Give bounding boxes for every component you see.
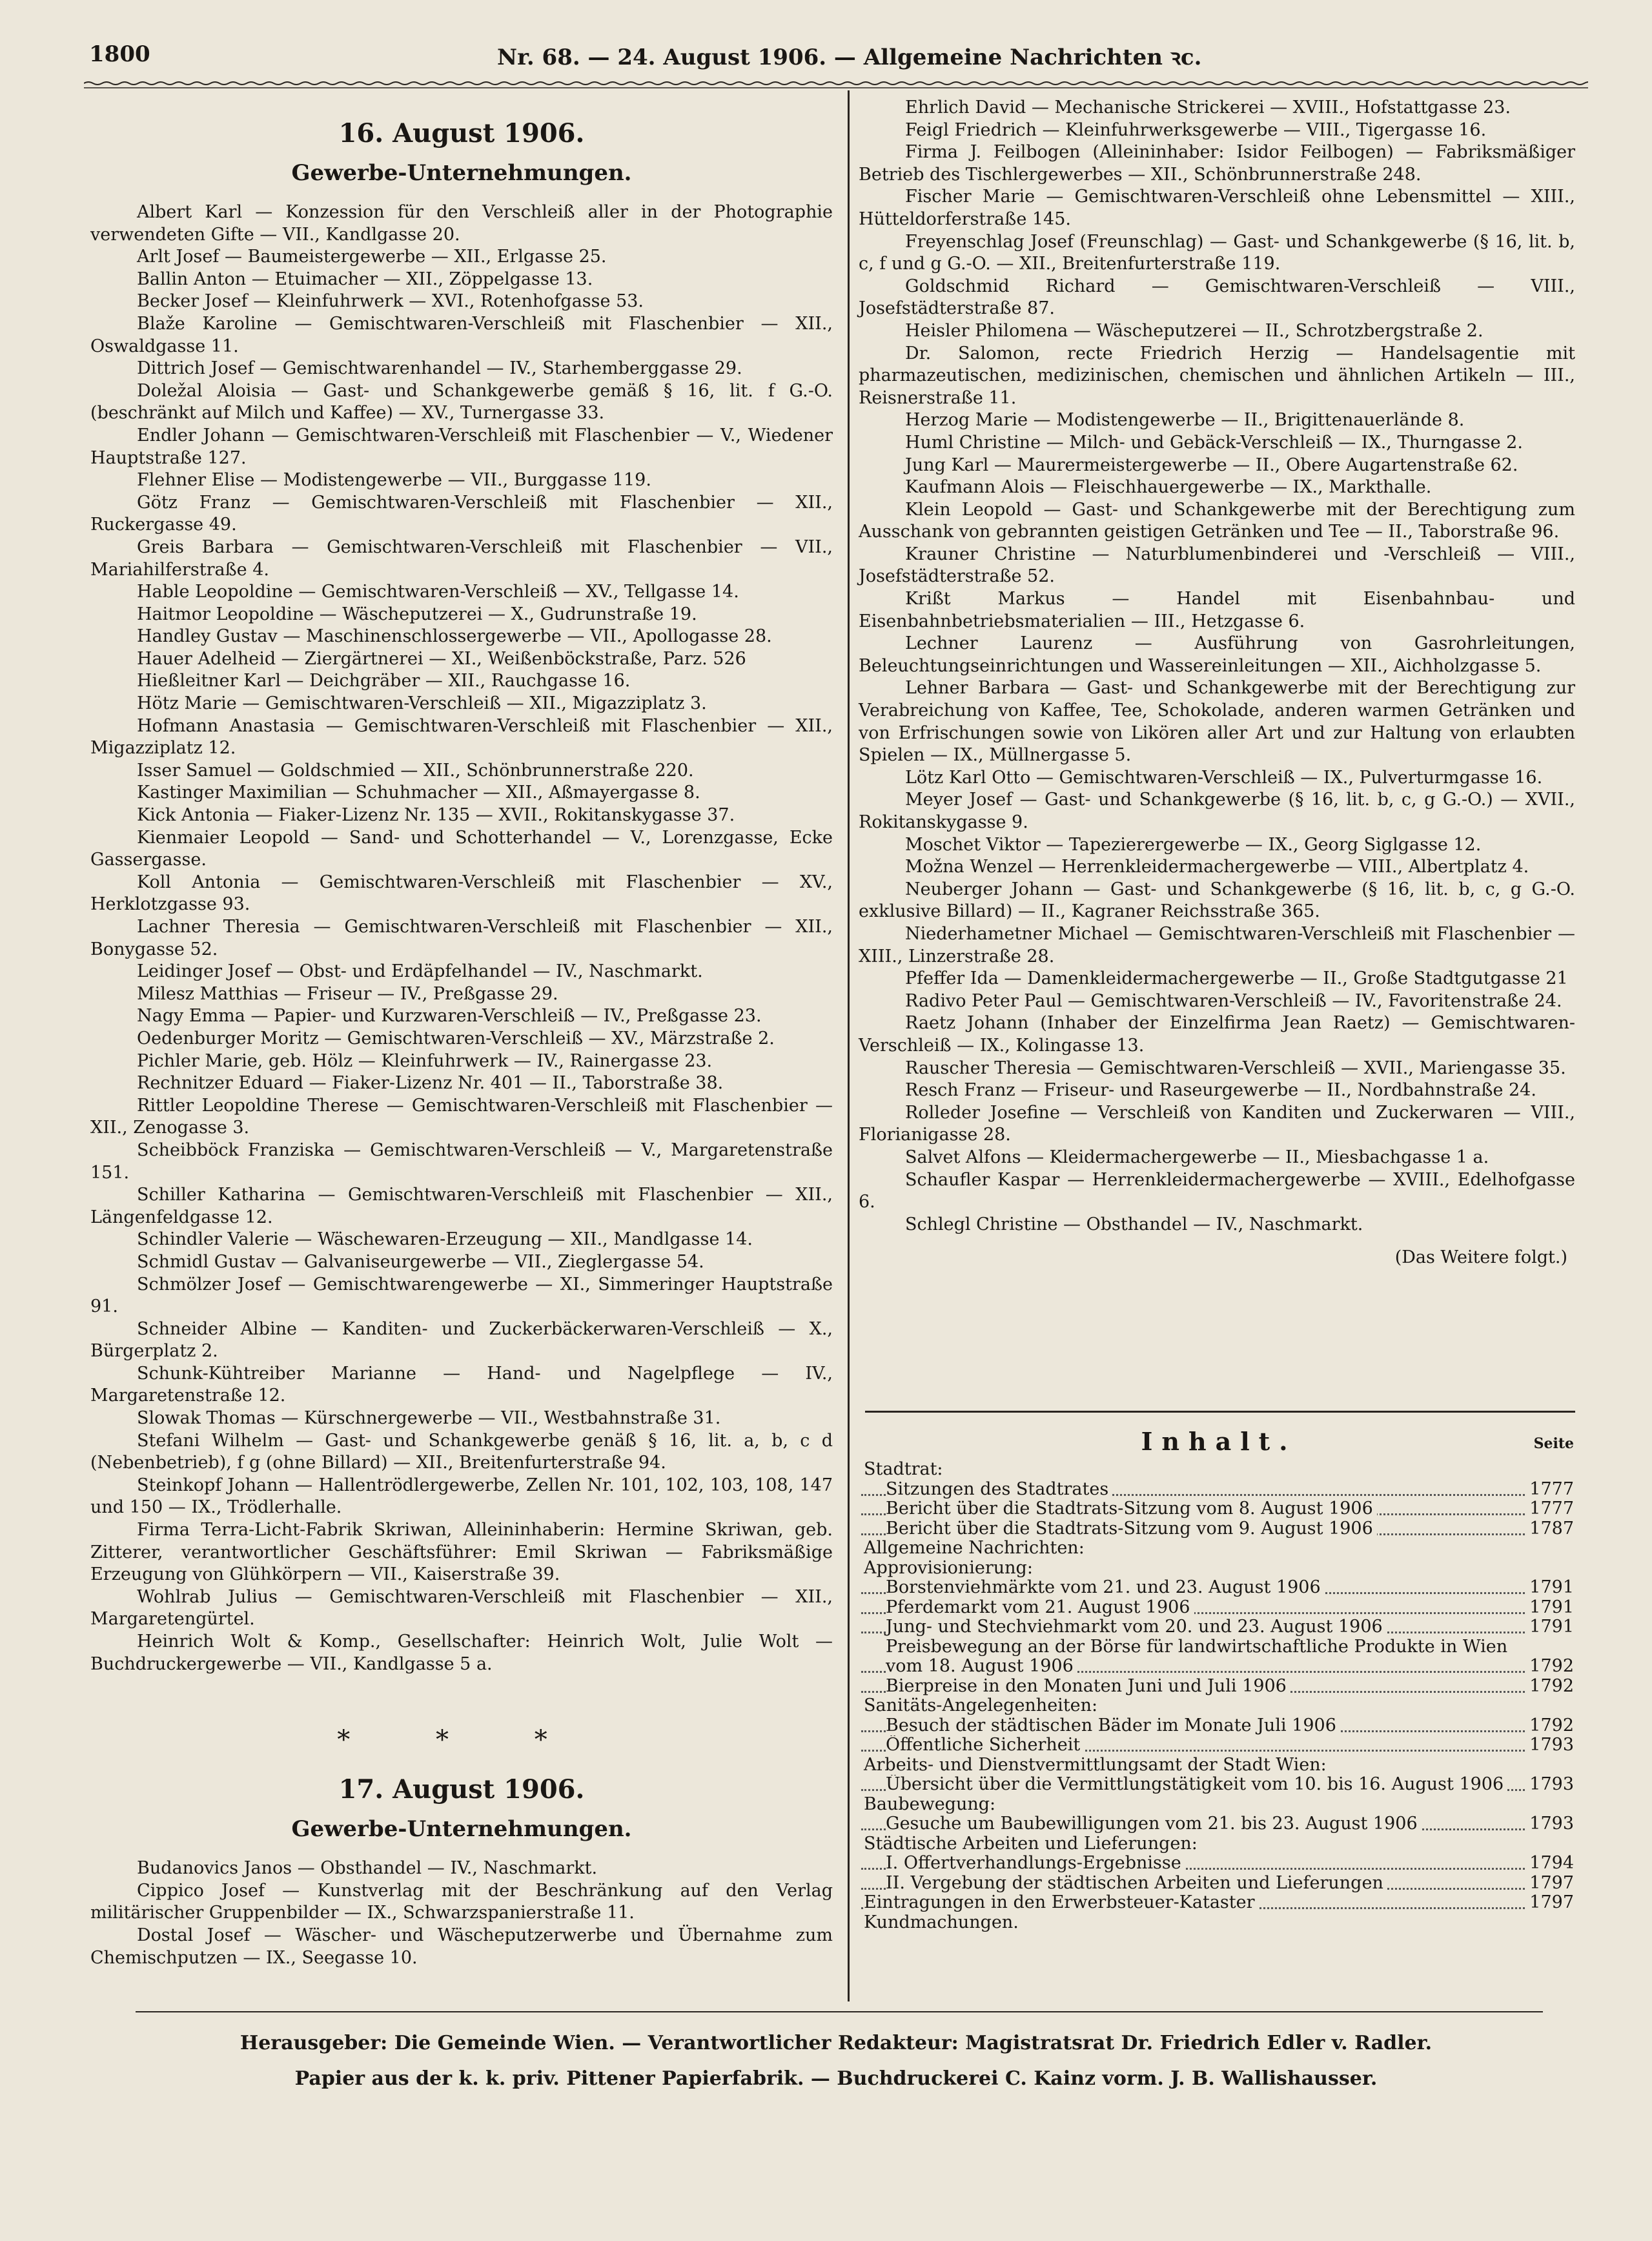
register-entry: Rittler Leopoldine Therese — Gemischtwaren-Verschleiß mit Flaschenbier — XII., Zenogasse 3. [90,1095,833,1138]
entry-list-16-august [90,201,833,1675]
register-entry: Leidinger Josef — Obst- und Erdäpfelhandel — IV., Naschmarkt. [137,961,703,982]
section-separator-stars: * * * [337,1725,586,1755]
toc-entry-label: Baubewegung: [864,1795,999,1814]
toc-entry-label: Bericht über die Stadtrats-Sitzung vom 8. August 1906 [886,1499,1377,1519]
right-column [859,97,1575,1271]
register-entry: Schunk-Kühtreiber Marianne — Hand- und Nagelpflege — IV., Margaretenstraße 12. [90,1363,833,1406]
register-entry: Lehner Barbara — Gast- und Schankgewerbe mit der Berechtigung zur Verabreichung von Kaffee, Tee, Schokolade, anderen warmen Getränken und von Erfrischungen sowie von Likören aller Art und zur Haltung von erlaubten Spielen — IX., Müllnergasse 5. [859,678,1575,766]
register-entry: Pichler Marie, geb. Hölz — Kleinfuhrwerk — IV., Rainergasse 23. [137,1050,713,1071]
page-number: 1800 [89,41,150,67]
register-entry: Rechnitzer Eduard — Fiaker-Lizenz Nr. 401 — II., Taborstraße 38. [137,1073,724,1094]
left-column [90,97,833,1969]
toc-entry-label: Bericht über die Stadtrats-Sitzung vom 9. August 1906 [886,1519,1377,1539]
imprint-publisher: Herausgeber: Die Gemeinde Wien. — Verantwortlicher Redakteur: Magistratsrat Dr. Friedrich Edler v. Radler. [240,2032,1433,2054]
register-entry: Schindler Valerie — Wäschewaren-Erzeugung — XII., Mandlgasse 14. [137,1229,753,1250]
register-entry: Flehner Elise — Modistengewerbe — VII., Burggasse 119. [137,470,651,491]
register-entry: Heisler Philomena — Wäscheputzerei — II., Schrotzbergstraße 2. [905,320,1484,341]
register-entry: Krauner Christine — Naturblumenbinderei und -Verschleiß — VIII., Josefstädterstraße 52. [859,544,1575,587]
toc-entry-label: Stadtrat: [864,1460,947,1479]
register-entry: Rauscher Theresia — Gemischtwaren-Verschleiß — XVII., Mariengasse 35. [905,1058,1566,1078]
toc-title: Inhalt. [1141,1427,1297,1456]
register-entry: Steinkopf Johann — Hallentrödlergewerbe, Zellen Nr. 101, 102, 103, 108, 147 und 150 — IX., Trödlerhalle. [90,1475,833,1518]
toc-entry-label: Besuch der städtischen Bäder im Monate Juli 1906 [886,1716,1340,1735]
register-entry: Dr. Salomon, recte Friedrich Herzig — Handelsagentie mit pharmazeutischen, medizinischen, chemischen und ähnlichen Artikeln — III., Reisnerstraße 11. [859,343,1575,408]
toc-entry [861,1637,1576,1657]
register-entry: Schlegl Christine — Obsthandel — IV., Naschmarkt. [905,1214,1363,1234]
toc-entry-label: Gesuche um Baubewilligungen vom 21. bis 23. August 1906 [886,1814,1422,1834]
toc-entry [861,1598,1576,1618]
toc-entry-label: Übersicht über die Vermittlungstätigkeit vom 10. bis 16. August 1906 [886,1775,1507,1794]
toc-entry-label: Städtische Arbeiten und Lieferungen: [864,1834,1201,1854]
toc-page-number: 1794 [1525,1854,1574,1874]
date-heading-17-august: 17. August 1906. [338,1774,585,1805]
register-entry: Doležal Aloisia — Gast- und Schankgewerbe gemäß § 16, lit. f G.-O. (beschränkt auf Milch und Kaffee) — XV., Turnergasse 33. [90,380,833,424]
toc-entry-label: Bierpreise in den Monaten Juni und Juli 1906 [886,1677,1290,1696]
register-entry: Hable Leopoldine — Gemischtwaren-Verschleiß — XV., Tellgasse 14. [137,582,739,602]
toc-entry [861,1716,1576,1736]
header-wavy-rule [84,80,1588,89]
toc-entry-label: Sanitäts-Angelegenheiten: [864,1696,1101,1715]
toc-entry-label: Allgemeine Nachrichten: [864,1539,1088,1558]
toc-entry-label: Borstenviehmärkte vom 21. und 23. August 1906 [886,1578,1325,1597]
register-entry: Hauer Adelheid — Ziergärtnerei — XI., Weißenböckstraße, Parz. 526 [137,648,746,669]
register-entry: Kick Antonia — Fiaker-Lizenz Nr. 135 — XVII., Rokitanskygasse 37. [137,805,735,826]
register-entry: Goldschmid Richard — Gemischtwaren-Verschleiß — VIII., Josefstädterstraße 87. [859,276,1575,319]
register-entry: Lötz Karl Otto — Gemischtwaren-Verschleiß — IX., Pulverturmgasse 16. [905,767,1543,788]
table-of-contents [861,1424,1576,1932]
entry-list-continued [859,97,1575,1236]
toc-entry-label: II. Vergebung der städtischen Arbeiten und Lieferungen [886,1874,1387,1893]
toc-entry-label: vom 18. August 1906 [886,1657,1077,1676]
toc-section [861,1460,1576,1480]
register-entry: Resch Franz — Friseur- und Raseurgewerbe — II., Nordbahnstraße 24. [905,1080,1536,1101]
register-entry: Herzog Marie — Modistengewerbe — II., Brigittenauerlände 8. [905,410,1465,431]
register-entry: Endler Johann — Gemischtwaren-Verschleiß mit Flaschenbier — V., Wiedener Hauptstraße 127. [90,425,833,468]
toc-page-number: 1791 [1525,1598,1574,1618]
register-entry: Kastinger Maximilian — Schuhmacher — XII., Aßmayergasse 8. [137,783,700,803]
continued-note: (Das Weitere folgt.) [1394,1247,1567,1268]
register-entry: Becker Josef — Kleinfuhrwerk — XVI., Rotenhofgasse 53. [137,291,644,312]
toc-page-column-header: Seite [1533,1435,1574,1452]
register-entry: Ehrlich David — Mechanische Strickerei — XVIII., Hofstattgasse 23. [905,97,1511,118]
register-entry: Schmidl Gustav — Galvaniseurgewerbe — VII., Zieglergasse 54. [137,1251,704,1272]
section-heading-gewerbe: Gewerbe-Unternehmungen. [291,160,632,186]
toc-page-number: 1793 [1525,1814,1574,1834]
register-entry: Pfeffer Ida — Damenkleidermachergewerbe — II., Große Stadtgutgasse 21 [905,968,1568,989]
register-entry: Arlt Josef — Baumeistergewerbe — XII., Erlgasse 25. [137,247,607,267]
toc-entry [861,1617,1576,1637]
register-entry: Firma J. Feilbogen (Alleininhaber: Isidor Feilbogen) — Fabriksmäßiger Betrieb des Tischlergewerbes — XII., Schönbrunnerstraße 248. [859,142,1575,185]
register-entry: Kienmaier Leopold — Sand- und Schotterhandel — V., Lorenzgasse, Ecke Gassergasse. [90,827,833,870]
register-entry: Wohlrab Julius — Gemischtwaren-Verschleiß mit Flaschenbier — XII., Margaretengürtel. [90,1586,833,1630]
register-entry: Dostal Josef — Wäscher- und Wäscheputzerwerbe und Übernahme zum Chemischputzen — IX., Seegasse 10. [90,1925,833,1968]
footer-rule [136,2011,1543,2012]
register-entry: Schaufler Kaspar — Herrenkleidermachergewerbe — XVIII., Edelhofgasse 6. [859,1169,1575,1213]
register-entry: Raetz Johann (Inhaber der Einzelfirma Jean Raetz) — Gemischtwaren-Verschleiß — IX., Kolingasse 13. [859,1013,1575,1056]
register-entry: Niederhametner Michael — Gemischtwaren-Verschleiß mit Flaschenbier — XIII., Linzerstraße 28. [859,923,1575,967]
toc-entry [861,1814,1576,1834]
toc-section [861,1755,1576,1775]
register-entry: Feigl Friedrich — Kleinfuhrwerksgewerbe — VIII., Tigergasse 16. [905,119,1487,140]
register-entry: Ballin Anton — Etuimacher — XII., Zöppelgasse 13. [137,269,593,289]
register-entry: Krißt Markus — Handel mit Eisenbahnbau- und Eisenbahnbetriebsmaterialien — III., Hetzgasse 6. [859,589,1575,631]
date-heading-16-august: 16. August 1906. [338,118,585,148]
register-entry: Handley Gustav — Maschinenschlossergewerbe — VII., Apollogasse 28. [137,626,772,647]
register-entry: Greis Barbara — Gemischtwaren-Verschleiß mit Flaschenbier — VII., Mariahilferstraße 4. [90,537,833,580]
register-entry: Rolleder Josefine — Verschleiß von Kanditen und Zuckerwaren — VIII., Florianigasse 28. [859,1102,1575,1145]
toc-entry [861,1874,1576,1894]
imprint [84,2027,1588,2098]
register-entry: Milesz Matthias — Friseur — IV., Preßgasse 29. [137,983,558,1004]
toc-page-number: 1792 [1525,1677,1574,1697]
toc-section [861,1696,1576,1716]
register-entry: Schiller Katharina — Gemischtwaren-Verschleiß mit Flaschenbier — XII., Längenfeldgasse 12. [90,1185,833,1227]
toc-entry-label: Preisbewegung an der Börse für landwirtschaftliche Produkte in Wien [886,1637,1511,1657]
toc-page-number: 1797 [1525,1893,1574,1913]
toc-entry [861,1657,1576,1677]
toc-entry [861,1578,1576,1598]
toc-entry [861,1775,1576,1795]
toc-entry-label: Arbeits- und Dienstvermittlungsamt der Stadt Wien: [864,1755,1331,1775]
register-entry: Radivo Peter Paul — Gemischtwaren-Verschleiß — IV., Favoritenstraße 24. [905,990,1562,1011]
toc-page-number: 1791 [1525,1617,1574,1637]
page-header [84,37,1588,76]
register-entry: Dittrich Josef — Gemischtwarenhandel — IV., Starhemberggasse 29. [137,358,742,379]
register-entry: Haitmor Leopoldine — Wäscheputzerei — X., Gudrunstraße 19. [137,604,697,624]
toc-page-number: 1797 [1525,1874,1574,1894]
register-entry: Firma Terra-Licht-Fabrik Skriwan, Alleininhaberin: Hermine Skriwan, geb. Zitterer, verantwortlicher Geschäftsführer: Emil Skriwan — Fabriksmäßige Erzeugung von Glühkörpern — VII., Kaiserstraße 39. [90,1520,833,1585]
register-entry: Klein Leopold — Gast- und Schankgewerbe mit der Berechtigung zum Ausschank von gebrannten geistigen Getränken und Tee — II., Taborstraße 96. [859,499,1575,542]
register-entry: Fischer Marie — Gemischtwaren-Verschleiß ohne Lebensmittel — XIII., Hütteldorferstraße 145. [859,187,1575,229]
register-entry: Albert Karl — Konzession für den Verschleiß aller in der Photographie verwendeten Gifte — VII., Kandlgasse 20. [90,202,833,245]
register-entry: Slowak Thomas — Kürschnergewerbe — VII., Westbahnstraße 31. [137,1408,721,1429]
toc-section [861,1539,1576,1559]
register-entry: Lechner Laurenz — Ausführung von Gasrohrleitungen, Beleuchtungseinrichtungen und Wassereinleitungen — XII., Aichholzgasse 5. [859,633,1575,676]
toc-entry-label: Jung- und Stechviehmarkt vom 20. und 23. August 1906 [886,1617,1387,1637]
toc-section [861,1893,1576,1913]
register-entry: Budanovics Janos — Obsthandel — IV., Naschmarkt. [137,1858,598,1879]
toc-section [861,1834,1576,1854]
register-entry: Hießleitner Karl — Deichgräber — XII., Rauchgasse 16. [137,671,631,691]
register-entry: Nagy Emma — Papier- und Kurzwaren-Verschleiß — IV., Preßgasse 23. [137,1006,762,1027]
toc-section [861,1559,1576,1579]
register-entry: Schneider Albine — Kanditen- und Zuckerbäckerwaren-Verschleiß — X., Bürgerplatz 2. [90,1318,833,1362]
toc-page-number: 1787 [1525,1519,1574,1539]
register-entry: Isser Samuel — Goldschmied — XII., Schönbrunnerstraße 220. [137,760,694,781]
toc-section [861,1913,1576,1933]
register-entry: Blaže Karoline — Gemischtwaren-Verschleiß mit Flaschenbier — XII., Oswaldgasse 11. [90,313,833,356]
toc-page-number: 1777 [1525,1480,1574,1500]
register-entry: Koll Antonia — Gemischtwaren-Verschleiß mit Flaschenbier — XV., Herklotzgasse 93. [90,872,833,915]
toc-entry-label: Pferdemarkt vom 21. August 1906 [886,1598,1194,1617]
register-entry: Scheibböck Franziska — Gemischtwaren-Verschleiß — V., Margaretenstraße 151. [90,1140,833,1183]
register-entry: Oedenburger Moritz — Gemischtwaren-Verschleiß — XV., Märzstraße 2. [137,1028,775,1049]
register-entry: Meyer Josef — Gast- und Schankgewerbe (§ 16, lit. b, c, g G.-O.) — XVII., Rokitanskygasse 9. [859,790,1575,832]
toc-page-number: 1792 [1525,1716,1574,1736]
register-entry: Jung Karl — Maurermeistergewerbe — II., Obere Augartenstraße 62. [905,455,1518,475]
toc-separator [865,1411,1575,1413]
register-entry: Heinrich Wolt & Komp., Gesellschafter: Heinrich Wolt, Julie Wolt — Buchdruckergewerbe — VII., Kandlgasse 5 a. [90,1632,833,1674]
toc-entry [861,1499,1576,1519]
register-entry: Huml Christine — Milch- und Gebäck-Verschleiß — IX., Thurngasse 2. [905,432,1523,453]
toc-entry-label: Sitzungen des Stadtrates [886,1480,1112,1499]
toc-page-number: 1791 [1525,1578,1574,1598]
section-heading-gewerbe-2: Gewerbe-Unternehmungen. [291,1816,632,1843]
toc-page-number: 1793 [1525,1735,1574,1755]
register-entry: Stefani Wilhelm — Gast- und Schankgewerbe genäß § 16, lit. a, b, c d (Nebenbetrieb), f g (ohne Billard) — XII., Breitenfurterstraße 94. [90,1430,833,1473]
toc-entry [861,1735,1576,1755]
toc-entry-label: Eintragungen in den Erwerbsteuer-Kataster [864,1893,1259,1912]
register-entry: Hötz Marie — Gemischtwaren-Verschleiß — XII., Migazziplatz 3. [137,693,707,714]
toc-entry-label: I. Offertverhandlungs-Ergebnisse [886,1854,1185,1873]
toc-entry [861,1677,1576,1697]
toc-entry [861,1519,1576,1539]
register-entry: Salvet Alfons — Kleidermachergewerbe — II., Miesbachgasse 1 a. [905,1147,1489,1167]
toc-entry [861,1480,1576,1500]
toc-section [861,1795,1576,1815]
imprint-printer: Papier aus der k. k. priv. Pittener Papierfabrik. — Buchdruckerei C. Kainz vorm. J. B. Wallishausser. [294,2067,1378,2090]
register-entry: Hofmann Anastasia — Gemischtwaren-Verschleiß mit Flaschenbier — XII., Migazziplatz 12. [90,715,833,759]
register-entry: Moschet Viktor — Tapezierergewerbe — IX., Georg Siglgasse 12. [905,834,1482,855]
toc-entry-label: Öffentliche Sicherheit [886,1735,1084,1755]
toc-entry-label: Approvisionierung: [864,1559,1037,1578]
register-entry: Cippico Josef — Kunstverlag mit der Beschränkung auf den Verlag militärischer Gruppenbilder — IX., Schwarzspanierstraße 11. [90,1880,833,1923]
register-entry: Freyenschlag Josef (Freunschlag) — Gast- und Schankgewerbe (§ 16, lit. b, c, f und g G.-O. — XII., Breitenfurterstraße 119. [859,231,1575,274]
register-entry: Neuberger Johann — Gast- und Schankgewerbe (§ 16, lit. b, c, g G.-O. exklusive Billard) — II., Kagraner Reichsstraße 365. [859,879,1575,922]
register-entry: Schmölzer Josef — Gemischtwarengewerbe — XI., Simmeringer Hauptstraße 91. [90,1274,833,1317]
column-divider [848,90,850,2001]
toc-entry-label: Kundmachungen. [864,1913,1023,1932]
toc-lines [861,1460,1576,1932]
toc-page-number: 1792 [1525,1657,1574,1677]
register-entry: Götz Franz — Gemischtwaren-Verschleiß mit Flaschenbier — XII., Ruckergasse 49. [90,492,833,535]
register-entry: Možna Wenzel — Herrenkleidermachergewerbe — VIII., Albertplatz 4. [905,857,1529,877]
entry-list-17-august [90,1857,833,1969]
register-entry: Kaufmann Alois — Fleischhauergewerbe — IX., Markthalle. [905,477,1432,498]
register-entry: Lachner Theresia — Gemischtwaren-Verschleiß mit Flaschenbier — XII., Bonygasse 52. [90,917,833,959]
page-header-title: Nr. 68. — 24. August 1906. — Allgemeine Nachrichten ꝛc. [497,45,1202,70]
toc-entry [861,1854,1576,1874]
toc-page-number: 1793 [1525,1775,1574,1795]
toc-page-number: 1777 [1525,1499,1574,1519]
